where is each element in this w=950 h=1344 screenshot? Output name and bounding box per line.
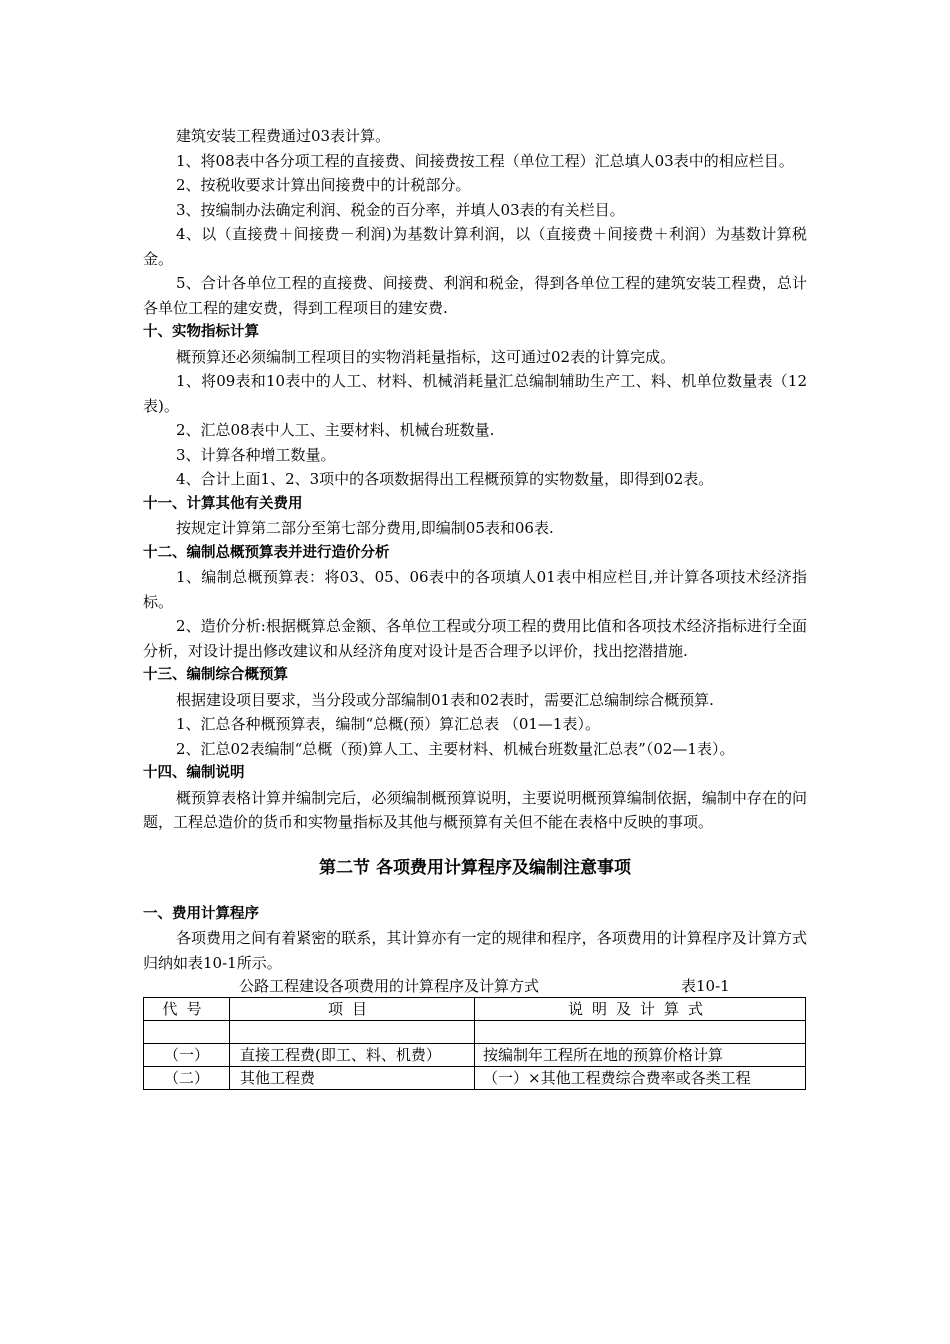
paragraph: 5、合计各单位工程的直接费、间接费、利润和税金，得到各单位工程的建筑安装工程费，总计各单位工程的建安费，得到工程项目的建安费. xyxy=(143,274,807,317)
table-number: 表10-1 xyxy=(681,977,730,995)
paragraph: 按规定计算第二部分至第七部分费用,即编制05表和06表. xyxy=(176,519,554,537)
column-header: 代号 xyxy=(144,998,230,1021)
paragraph: 3、按编制办法确定利润、税金的百分率，并填人03表的有关栏目。 xyxy=(176,200,625,219)
paragraph: 根据建设项目要求，当分段或分部编制01表和02表时，需要汇总编制综合概预算. xyxy=(176,690,714,709)
table-cell xyxy=(230,1021,475,1044)
paragraph: 建筑安装工程费通过03表计算。 xyxy=(176,127,391,145)
table-row xyxy=(144,1044,806,1067)
table-caption xyxy=(143,975,807,997)
paragraph: 3、计算各种增工数量。 xyxy=(176,445,336,464)
paragraph: 1、将08表中各分项工程的直接费、间接费按工程（单位工程）汇总填人03表中的相应栏目。 xyxy=(176,151,794,170)
paragraph: 4、以（直接费＋间接费－利润)为基数计算利润，以（直接费＋间接费＋利润）为基数计算税金。 xyxy=(143,225,807,268)
paragraph: 2、汇总08表中人工、主要材料、机械台班数量. xyxy=(176,421,495,439)
table-header-row xyxy=(144,998,806,1021)
paragraph: 4、合计上面1、2、3项中的各项数据得出工程概预算的实物数量，即得到02表。 xyxy=(176,470,714,488)
table-cell: （二） xyxy=(144,1067,230,1090)
section-heading: 十一、计算其他有关费用 xyxy=(143,495,303,512)
paragraph: 1、将09表和10表中的人工、材料、机械消耗量汇总编制辅助生产工、料、机单位数量表（12表)。 xyxy=(143,372,807,415)
table-cell xyxy=(144,1021,230,1044)
column-header: 项目 xyxy=(230,998,475,1021)
table-title: 公路工程建设各项费用的计算程序及计算方式 xyxy=(239,977,540,995)
paragraph: 概预算表格计算并编制完后，必须编制概预算说明，主要说明概预算编制依据，编制中存在的问题，工程总造价的货币和实物量指标及其他与概预算有关但不能在表格中反映的事项。 xyxy=(143,788,807,831)
table-row xyxy=(144,1067,806,1090)
paragraph: 2、汇总02表编制“总概（预)算人工、主要材料、机械台班数量汇总表”（02—1表）。 xyxy=(176,739,735,758)
table-cell: （一） xyxy=(144,1044,230,1067)
sub-heading: 一、费用计算程序 xyxy=(143,905,259,922)
paragraph: 1、汇总各种概预算表，编制“总概(预）算汇总表 （01—1表）。 xyxy=(176,715,600,733)
table-cell: 直接工程费(即工、料、机费） xyxy=(230,1044,475,1067)
section-heading: 十、实物指标计算 xyxy=(143,324,259,340)
document-page xyxy=(143,124,807,1090)
cost-table xyxy=(143,997,806,1090)
table-cell xyxy=(475,1021,806,1044)
column-header: 说明及计算式 xyxy=(475,998,806,1021)
table-row xyxy=(144,1021,806,1044)
paragraph: 概预算还必须编制工程项目的实物消耗量指标，这可通过02表的计算完成。 xyxy=(176,347,676,366)
table-cell: （一）×其他工程费综合费率或各类工程 xyxy=(475,1067,806,1090)
section-heading: 十四、编制说明 xyxy=(143,765,245,781)
table-cell: 其他工程费 xyxy=(230,1067,475,1090)
section-heading: 十三、编制综合概预算 xyxy=(143,667,288,683)
paragraph: 1、编制总概预算表：将03、05、06表中的各项填人01表中相应栏目,并计算各项技术经济指标。 xyxy=(143,568,807,611)
paragraph: 2、按税收要求计算出间接费中的计税部分。 xyxy=(176,176,471,194)
table-cell: 按编制年工程所在地的预算价格计算 xyxy=(475,1044,806,1067)
paragraph: 各项费用之间有着紧密的联系，其计算亦有一定的规律和程序，各项费用的计算程序及计算方式归纳如表10-1所示。 xyxy=(143,929,807,972)
paragraph: 2、造价分析:根据概算总金额、各单位工程或分项工程的费用比值和各项技术经济指标进行全面分析，对设计提出修改建议和从经济角度对设计是否合理予以评价，找出挖潜措施. xyxy=(143,617,807,660)
section-heading: 十二、编制总概预算表并进行造价分析 xyxy=(143,544,390,561)
section-title: 第二节 各项费用计算程序及编制注意事项 xyxy=(319,857,631,878)
